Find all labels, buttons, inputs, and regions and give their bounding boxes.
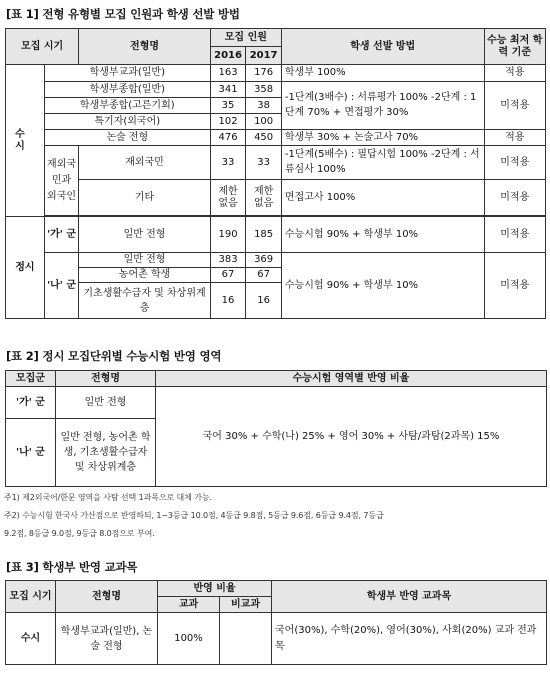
row6-2017: 33 (246, 146, 282, 180)
t3-nonsubject (220, 613, 272, 665)
t3-header-subject: 교과 (158, 597, 220, 613)
row7-2017: 제한 없음 (246, 180, 282, 216)
t3-header-ratio: 반영 비율 (158, 581, 272, 597)
header-type: 전형명 (79, 29, 210, 65)
row9-method: 수능시험 90% + 학생부 10% (281, 253, 484, 319)
header-min: 수능 최저 학력 기준 (484, 29, 545, 65)
t3-type: 학생부교과(일반), 논술 전형 (56, 613, 158, 665)
t3-header-course: 학생부 반영 교과목 (272, 581, 547, 613)
row11-name: 기초생활수급자 및 차상위계층 (79, 283, 210, 319)
header-2016: 2016 (210, 47, 246, 65)
row10-name: 농어촌 학생 (79, 268, 210, 283)
row10-2017: 67 (246, 268, 282, 283)
group-ga: '가' 군 (44, 217, 78, 253)
table1 (5, 28, 546, 319)
t3-course: 국어(30%), 수학(20%), 영어(30%), 사회(20%) 교과 전과목 (272, 613, 547, 665)
row7-2016: 제한 없음 (210, 180, 246, 216)
group-na: '나' 군 (44, 253, 78, 319)
row5-2017: 450 (246, 130, 282, 146)
table3 (5, 580, 547, 665)
row11-2016: 16 (210, 283, 246, 319)
t2-ga-type: 일반 전형 (56, 387, 156, 419)
row5-method: 학생부 30% + 논술고사 70% (281, 130, 484, 146)
row6-min: 미적용 (484, 146, 545, 180)
row2-name: 학생부종합(일반) (44, 82, 210, 98)
t2-ratio: 국어 30% + 수학(나) 25% + 영어 30% + 사탐/과탐(2과목) 15% (156, 387, 547, 487)
row8-name: 일반 전형 (79, 217, 210, 253)
row5-name: 논술 전형 (44, 130, 210, 146)
header-method: 학생 선발 방법 (281, 29, 484, 65)
row4-2016: 102 (210, 114, 246, 130)
table2-title: [표 2] 정시 모집단위별 수능시험 반영 영역 (6, 349, 222, 363)
row3-2016: 35 (210, 98, 246, 114)
period-susi: 수 시 (6, 65, 45, 217)
row10-2016: 67 (210, 268, 246, 283)
row4-name: 특기자(외국어) (44, 114, 210, 130)
row8-2017: 185 (246, 217, 282, 253)
row4-2017: 100 (246, 114, 282, 130)
t2-note1: 주1) 제2외국어/한문 영역을 사탐 선택 1과목으로 대체 가능. (4, 493, 212, 502)
row8-method: 수능시험 90% + 학생부 10% (281, 217, 484, 253)
t2-header-group: 모집군 (6, 371, 56, 387)
t2-na-type: 일반 전형, 농어촌 학생, 기초생활수급자 및 차상위계층 (56, 419, 156, 487)
t2-header-ratio: 수능시험 영역별 반영 비율 (156, 371, 547, 387)
row6-name: 재외국민 (79, 146, 210, 180)
row9-2016: 383 (210, 253, 246, 268)
row1-2016: 163 (210, 65, 246, 82)
row3-2017: 38 (246, 98, 282, 114)
t2-group-na: '나' 군 (6, 419, 56, 487)
row5-2016: 476 (210, 130, 246, 146)
row8-min: 미적용 (484, 217, 545, 253)
row7-method: 면접고사 100% (281, 180, 484, 216)
t3-period: 수시 (6, 613, 56, 665)
t3-header-period: 모집 시기 (6, 581, 56, 613)
table1-title: [표 1] 전형 유형별 모집 인원과 학생 선발 방법 (6, 7, 240, 21)
row2-2016: 341 (210, 82, 246, 98)
table3-title: [표 3] 학생부 반영 교과목 (6, 560, 138, 574)
header-count: 모집 인원 (210, 29, 281, 47)
row1-method: 학생부 100% (281, 65, 484, 82)
row3-name: 학생부종합(고른기회) (44, 98, 210, 114)
t2-group-ga: '가' 군 (6, 387, 56, 419)
period-jeongsi: 정시 (6, 217, 45, 319)
table2 (5, 370, 547, 487)
row2-2017: 358 (246, 82, 282, 98)
t3-header-type: 전형명 (56, 581, 158, 613)
row9-name: 일반 전형 (79, 253, 210, 268)
t2-header-type: 전형명 (56, 371, 156, 387)
row9-2017: 369 (246, 253, 282, 268)
group-overseas: 재외국민과 외국인 (44, 146, 78, 216)
row234-min: 미적용 (484, 82, 545, 130)
t2-note2b: 9.2점, 8등급 9.0점, 9등급 8.0점으로 부여. (4, 529, 155, 538)
row8-2016: 190 (210, 217, 246, 253)
row5-min: 적용 (484, 130, 545, 146)
header-period: 모집 시기 (6, 29, 79, 65)
row1-min: 적용 (484, 65, 545, 82)
row9-min: 미적용 (484, 253, 545, 319)
row6-2016: 33 (210, 146, 246, 180)
row1-2017: 176 (246, 65, 282, 82)
t2-note2a: 주2) 수능시험 한국사 가산점으로 반영하되, 1~3등급 10.0점, 4등급 9.8점, 5등급 9.6점, 6등급 9.4점, 7등급 (4, 511, 384, 520)
t3-subject: 100% (158, 613, 220, 665)
row1-name: 학생부교과(일반) (44, 65, 210, 82)
t3-header-nonsubject: 비교과 (220, 597, 272, 613)
row7-min: 미적용 (484, 180, 545, 216)
row6-method: -1단계(5배수) : 필답시험 100% -2단계 : 서류심사 100% (281, 146, 484, 180)
header-2017: 2017 (246, 47, 282, 65)
row11-2017: 16 (246, 283, 282, 319)
row234-method: -1단계(3배수) : 서류평가 100% -2단계 : 1단계 70% + 면접평가 30% (281, 82, 484, 130)
row7-name: 기타 (79, 180, 210, 216)
